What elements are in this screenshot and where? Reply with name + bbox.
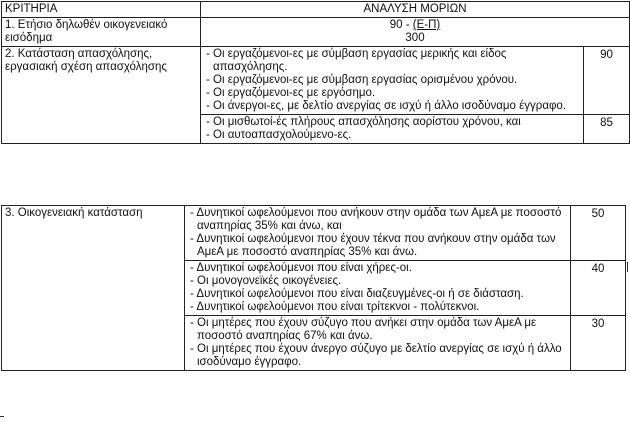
list-item: - Οι μισθωτοί-ές πλήρους απασχόλησης αορίστου χρόνου, και [206,116,521,128]
formula-prefix: 90 - [389,19,413,31]
table-row-employment-1 [2,47,630,115]
criterion-family: 3. Οικογενειακή κατάσταση [2,206,185,371]
family-group-1 [185,206,571,261]
score-employment-1: 90 [584,47,630,115]
list-item: - Δυνητικοί ωφελούμενοι που έχουν τέκνα που ανήκουν στην ομάδα των ΑμεΑ με ποσοστό αναπηρίας 35% και άνω. [190,233,556,258]
income-value: 300 [405,32,425,44]
score-family-2: 40 [571,261,626,316]
employment-group-2 [201,115,584,144]
list-item: - Οι μονογονεϊκές οικογένειες. [190,275,342,287]
list-item: - Δυνητικοί ωφελούμενοι που είναι διαζευγμένες-οι ή σε διάσταση. [190,288,524,300]
header-criteria: ΚΡΙΤΗΡΙΑ [2,2,201,18]
employment-group-1 [201,47,584,115]
formula-variable: (Ε-Π) [412,19,441,31]
list-item: - Οι άνεργοι-ες, με δελτίο ανεργίας σε ισχύ ή άλλο ισοδύναμο έγγραφο. [206,100,567,112]
table-row-income [2,18,630,47]
score-family-1: 50 [571,206,626,261]
score-employment-2: 85 [584,115,630,144]
family-group-2 [185,261,571,316]
list-item: - Δυνητικοί ωφελούμενοι που είναι χήρες-οι. [190,262,412,274]
list-item: - Οι εργαζόμενοι-ες με σύμβαση εργασίας ορισμένου χρόνου. [206,74,518,86]
criteria-table-2 [1,205,626,371]
margin-tick [0,416,4,417]
list-item: - Δυνητικοί ωφελούμενοι που ανήκουν στην ομάδα των ΑμεΑ με ποσοστό αναπηρίας 35% και άνω, και [190,207,562,232]
criteria-table-1 [1,1,630,144]
income-formula-cell [201,18,630,47]
list-item: - Οι μητέρες που έχουν άνεργο σύζυγο με δελτίο ανεργίας σε ισχύ ή άλλο ισοδύναμο έγγραφο. [190,343,562,368]
margin-marker [627,262,628,272]
header-points-analysis: ΑΝΑΛΥΣΗ ΜΟΡΙΩΝ [201,2,630,18]
list-item: - Δυνητικοί ωφελούμενοι που είναι τρίτεκνοι - πολύτεκνοι. [190,301,480,313]
criterion-employment: 2. Κατάσταση απασχόλησης, εργασιακή σχέση απασχόλησης [2,47,201,144]
criterion-income: 1. Ετήσιο δηλωθέν οικογενειακό εισόδημα [2,18,201,47]
income-formula [204,19,626,32]
score-family-3: 30 [571,316,626,371]
table-row-family-1 [2,206,626,261]
table-header-row [2,2,630,18]
list-item: - Οι εργαζόμενοι-ες με σύμβαση εργασίας μερικής και είδος απασχόλησης. [206,48,507,73]
list-item: - Οι εργαζόμενοι-ες με εργόσημο. [206,87,376,99]
family-group-3 [185,316,571,371]
list-item: - Οι μητέρες που έχουν σύζυγο που ανήκει στην ομάδα των ΑμεΑ με ποσοστό αναπηρίας 67% και άνω. [190,317,537,342]
list-item: - Οι αυτοαπασχολούμενο-ες. [206,129,352,141]
